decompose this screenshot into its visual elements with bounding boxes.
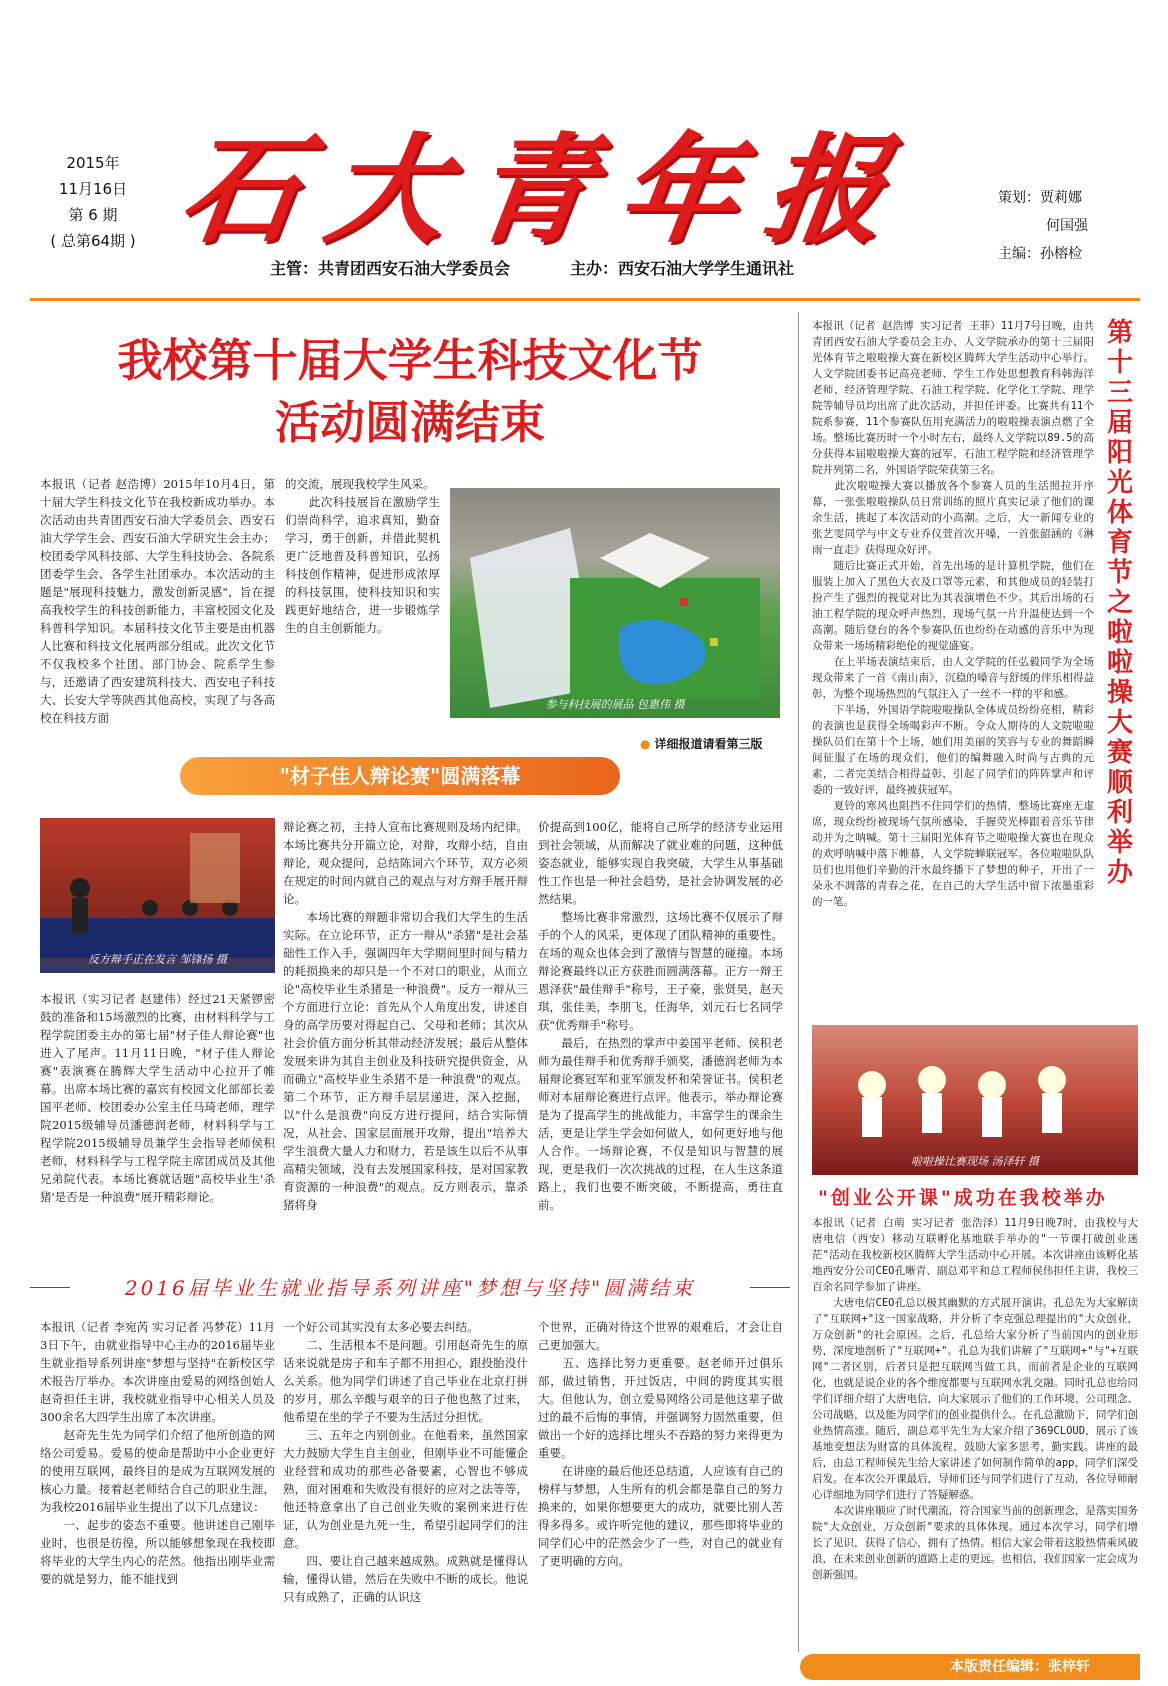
article3-col2: 一个好公司其实没有太多必要去纠结。 二、生活根本不是问题。引用赵奇先生的原话来说就是房子和车子都不用担心，跟投胎没什么关系。他为同学们讲述了自己毕业在北京打拼的岁月，那么辛酸与艰辛的日子他也熬了过来，他希望在坐的学子不要为生活过分担忧。 三、五年之内别创业。在他看来，虽然国家大力鼓励大学生自主创业，但刚毕业不可能懂企业经营和成功的那些必备要素，心智也不够成熟，面对困难和失败没有很好的应对之法等等，他还特意拿出了自己创业失败的案例来进行佐证，认为创业是九死一生，希望引起同学们的注意。 四、要让自己越来越成熟。成熟就是懂得认输，懂得认错，然后在失败中不断的成长。他说只有成熟了，正确的认识这	[283, 1320, 528, 1604]
issue-total: ( 总第64期 )	[50, 232, 136, 250]
host-label: 主管：共青团西安石油大学委员会	[270, 259, 511, 278]
newspaper-title: 石大青年报	[172, 120, 923, 259]
article4-photo	[812, 1025, 1138, 1175]
article1-photo-caption: 参与科技展的展品 包惠伟 摄	[545, 698, 685, 711]
article1-col2: 的交流，展现我校学生风采。 此次科技展旨在激励学生们崇尚科学，追求真知，勤奋学习，勇于创新，并借此契机更广泛地普及科普知识，弘扬科技创作精神，促进形成浓厚的科技氛围，使科技知识和实践更好地结合，进一步锻炼学生的自主创新能力。	[285, 477, 440, 635]
issue-date: 11月16日	[58, 180, 128, 198]
article4-photo-caption: 啦啦操比赛现场 汤泽轩 摄	[911, 1155, 1039, 1168]
article5-text: 本报讯（记者 白萌 实习记者 张浩泽）11月9日晚7时，由我校与大唐电信（西安）移动互联孵化基地联手举办的"一节课打破创业迷茫"活动在我校新校区腾辉大学生活动中心开展。本次讲座由该孵化基地西安分公司CEO孔晰青、副总邓平和总工程师侯伟担任主讲，我校三百余名同学参加了讲座。 大唐电信CEO孔总以极其幽默的方式展开演讲。孔总先为大家解读了"互联网+"这一国家战略，并分析了李克强总理提出的"大众创业，万众创新"的社会原因。之后，孔总给大家分析了当前国内的创业形势，深度地剖析了"互联网+"。孔总为我们讲解了"互联网+"与"+互联网"二者区别，后者只是把互联网当做工具，而前者是企业的互联网化，也就是说企业的各个维度都要与互联网水乳交融。同时孔总也给同学们详细介绍了大唐电信，向大家展示了他们的工作环境、公司理念、公司战略，以及能为同学们的创业提供什么。在孔总激励下，同学们创业热情高涨。随后，副总邓平先生为大家介绍了369CLOUD，展示了该基地变想法为财富的具体流程，鼓励大家多思考，勤实践。讲座的最后，由总工程师侯先生给大家讲述了如何制作简单的app，同学们深受启发。在本次公开课最后，导师们还与同学们进行了互动，各位导师耐心详细地为同学们进行了答疑解惑。 本次讲座顺应了时代潮流，符合国家当前的创新理念，是落实国务院"大众创业，万众创新"要求的具体体现。通过本次学习，同学们增长了见识，获得了信心，拥有了热情。相信大家会带着这股热情乘风破浪，在未来创业创新的道路上走的更远。也相信，我们国家一定会成为创新强国。	[812, 1217, 1138, 1581]
article4-title: 第十三届阳光体育节之啦啦操大赛顺利举办	[1106, 318, 1133, 888]
article3-title: 2016届毕业生就业指导系列讲座"梦想与坚持"圆满结束	[124, 1276, 696, 1300]
see-more-note: ● 详细报道请看第三版	[640, 735, 763, 752]
staff-info	[998, 184, 1113, 268]
issue-info	[48, 150, 138, 254]
organizer-label: 主办：西安石油大学学生通讯社	[570, 259, 795, 278]
article1-headline	[40, 330, 780, 454]
planner-2: 何国强	[1046, 218, 1088, 234]
article1-title-line1: 我校第十届大学生科技文化节	[117, 334, 703, 387]
article2-col2: 辩论赛之初，主持人宣布比赛规则及场内纪律。本场比赛共分开篇立论，对辩，攻辩小结，自由辩论，观众提问，总结陈词六个环节，双方必须在规定的时间内就自己的观点与对方辩手展开辩论。 本场比赛的辩题非常切合我们大学生的生活实际。在立论环节，正方一辩从"杀猪"是社会基础性工作入手，强调四年大学期间里时间与精力的耗损换来的却只是一个不对口的职业，从而立论"高校毕业生杀猪是一种浪费"。反方一辩从三个方面进行立论：首先从个人角度出发，讲述自身的高学历要对得起自己、父母和老师；其次从社会价值方面分析其带动经济发展；最后从整体发展来讲为其自主创业及科技研究提供资金，从而确立"高校毕业生杀猪不是一种浪费"的观点。第二个环节，正方辩手层层递进，深入挖掘，以"什么是浪费"向反方进行提问，结合实际情况，从社会、国家层面展开攻辩，提出"培养大学生浪费大量人力和财力，若是该生以后不从事高精尖领域，没有去发展国家科技，是对国家教育资源的一种浪费"的观点。反方则表示，靠杀猪将身	[283, 820, 528, 1212]
article2-photo	[40, 818, 275, 973]
article4-text: 本报讯（记者 赵浩博 实习记者 王菲）11月7号日晚，由共青团西安石油大学委员会主办、人文学院承办的第十三届阳光体育节之啦啦操大赛在新校区腾辉大学生活动中心举行。人文学院团委书记高亮老师、学生工作处思想教育科韩海洋老师、经济管理学院、石油工程学院、化学化工学院、理学院等辅导员均出席了此次活动，并担任评委。比赛共有11个院系参赛，11个参赛队伍用充满活力的啦啦操表演点燃了全场。整场比赛历时一个小时左右，最终人文学院以89.5的高分获得本届啦啦操大赛的冠军，石油工程学院和经济管理学院并列第二名，外国语学院荣获第三名。 此次啦啦操大赛以播放各个参赛人员的生活照拉开序幕，一张张啦啦操队员日常训练的照片真实记录了他们的课余生活，挑起了本次活动的小高潮。之后，大一新闻专业的张艺雯同学与中文专业乔仪萱首次开嗓，一首张韶涵的《淋雨一直走》获得现众好评。 随后比赛正式开始，首先出场的是计算机学院，他们在服装上加入了黑色大衣及口罩等元素，和其他成员的轻装打扮产生了强烈的视觉对比为其表演增色不少。其后出场的石油工程学院的现众呼声热烈，现场气氛一片升温使达到一个高潮。随后登台的各个参赛队伍也纷纷在动感的音乐中为现众带来一场场精彩绝伦的视觉盛宴。 在上半场表演结束后，由人文学院的任弘毅同学为全场现众带来了一首《南山南》，沉稳的嗓音与舒缓的伴乐相得益彰，为整个现场热烈的气氛注入了一丝不一样的平和感。 下半场，外国语学院啦啦操队全体成员纷纷亮相，精彩的表演也是获得全场喝彩声不断。令众人期待的人文院啦啦操队员们在第十个上场，她们用美丽的笑容与专业的舞蹈瞬间征服了在场的现众们，他们的编舞融入时尚与古典的元素，二者完美结合相得益彰，引起了同学们的阵阵掌声和评委的一致好评，最终被获冠军。 夏铃的寒风也阻挡不住同学们的热情，整场比赛座无虚席，现众纷纷被现场气氛所感染，手握荧光棒跟着音乐节律动并为之呐喊。第十三届阳光体育节之啦啦操大赛也在现众的欢呼呐喊中落下帷幕，人文学院蝉联冠军。各位啦啦队队员们也用他们辛勤的汗水最终播下了梦想的种子，开出了一朵永不凋落的青春之花，在自己的大学生活中留下浓墨重彩的一笔。	[812, 320, 1094, 908]
column-divider	[798, 312, 799, 1652]
editor-label: 主编：孙榕检	[998, 246, 1082, 262]
banner-rule-left	[30, 1287, 70, 1288]
page-editor-bar: 本版责任编辑：张梓轩	[800, 1654, 1140, 1680]
article3-col1: 本报讯（记者 李宛芮 实习记者 冯梦花）11月3日下午，由就业指导中心主办的2016届毕业生就业指导系列讲座"梦想与坚持"在新校区学术报告厅举办。本次讲座由爱易的网络创始人赵奇担任主讲，我校就业指导中心相关人员及300余名大四学生出席了本次讲座。 赵奇先生先为同学们介绍了他所创造的网络公司爱易。爱易的使命是帮助中小企业更好的使用互联网，最终目的是成为互联网发展的核心力量。接着赵老师结合自己的职业生涯，为我校2016届毕业生提出了以下几点建议： 一、起步的姿态不重要。他讲述自己刚毕业时，也很是彷徨，所以能够想象现在我校即将毕业的大学生内心的茫然。他指出刚毕业需要的就是努力，能不能找到	[40, 1320, 275, 1586]
article2-banner: "材子佳人辩论赛"圆满落幕	[180, 757, 620, 795]
science-model-image	[450, 488, 780, 718]
article1-col1: 本报讯（记者 赵浩博）2015年10月4日，第十届大学生科技文化节在我校新成功举办。本次活动由共青团西安石油大学委员会、西安石油大学学生会、西安石油大学研究生会主办；校团委学风科技部、大学生科技协会、各院系团委学生会、各学生社团承办。本次活动的主题是"展现科技魅力，激发创新灵感"，旨在提高我校学生的科技创新能力，丰富校园文化及科普科学知识。本届科技文化节主要是由机器人比赛和科技文化展两部分组成。此次文化节不仅我校多个社团、部门协会、院系学生参与，还邀请了西安建筑科技大、西安电子科技大、长安大学等陕西其他高校，实现了与各高校在科技方面	[40, 477, 275, 725]
issue-number: 第 6 期	[68, 206, 118, 224]
article2-col3: 价提高到100亿，能将自己所学的经济专业运用到社会领域，从而解决了就业难的问题，这种低姿态就业，能够实现自我突破，大学生从事基础性工作也是一种社会趋势，是社会协调发展的必然结果。 整场比赛非常激烈，这场比赛不仅展示了辩手的个人的风采，更体现了团队精神的重要性。在场的观众也体会到了激情与智慧的碰撞。本场辩论赛最终以正方获胜而圆满落幕。正方一辩王恩泽获"最佳辩手"称号，王子豪，张贤昊，赵天琪，张佳美，李朋飞，任海华，刘元石七名同学获"优秀辩手"称号。 最后，在热烈的掌声中姜国平老师、侯积老师为最佳辩手和优秀辩手颁奖，潘德润老师为本届辩论赛冠军和亚军颁发杯和荣誉证书。侯积老师对本届辩论赛进行点评。他表示，举办辩论赛是为了提高学生的挑战能力，丰富学生的课余生活，更是让学生学会如何做人，如何更好地与他人合作。一场辩论赛，不仅是知识与智慧的展现，更是我们一次次挑战的过程，在人生这条道路上，我们也要不断突破，不断提高，勇往直前。	[538, 820, 783, 1212]
article5-title: "创业公开课"成功在我校举办	[818, 1187, 1108, 1209]
debate-image	[40, 818, 275, 973]
planner-label: 策划：贾莉娜	[998, 190, 1082, 206]
issue-year: 2015年	[66, 154, 120, 172]
sponsors	[270, 256, 890, 279]
article2-col1: 本报讯（实习记者 赵建伟）经过21天紧锣密鼓的准备和15场激烈的比赛，由材料科学与工程学院团委主办的第七届"材子佳人辩论赛"也进入了尾声。11月11日晚，"材子佳人辩论赛"表演赛在腾辉大学生活动中心拉开了帷幕。出席本场比赛的嘉宾有校园文化部部长姜国平老师、校团委办公室主任马琦老师，理学院2015级辅导员潘德润老师，材料科学与工程学院2015级辅导员兼学生会指导老师侯积老师，材料科学与工程学院主席团成员及其他兄弟院代表。本场比赛就话题"高校毕业生'杀猪'是否是一种浪费"展开精彩辩论。	[40, 992, 275, 1204]
banner-rule-right	[750, 1287, 790, 1288]
header-divider	[30, 298, 1140, 301]
article3-col3: 个世界，正确对待这个世界的艰难后，才会让自己更加强大。 五、选择比努力更重要。赵老师开过俱乐部，做过销售，开过饭店，中间的跨度其实很大。但他认为，创立爱易网络公司是他这辈子做过的最不后悔的事情，并强调努力固然重要，但做出一个好的选择比埋头不吞路的努力来得更为重要。 在讲座的最后他还总结道，人应该有自己的榜样与梦想，人生所有的机会都是靠自己的努力换来的，如果你想要更大的成功，就要比别人苦得多得多。或许听完他的建议，那些即将毕业的同学们心中的茫然会少了一些，对自己的就业有了更明确的方向。	[538, 1320, 783, 1568]
article1-photo	[450, 488, 780, 718]
article3-banner	[30, 1272, 790, 1302]
article2-photo-caption: 反方辩手正在发言 邹锋扬 摄	[88, 953, 227, 966]
article1-title-line2: 活动圆满结束	[274, 396, 545, 449]
